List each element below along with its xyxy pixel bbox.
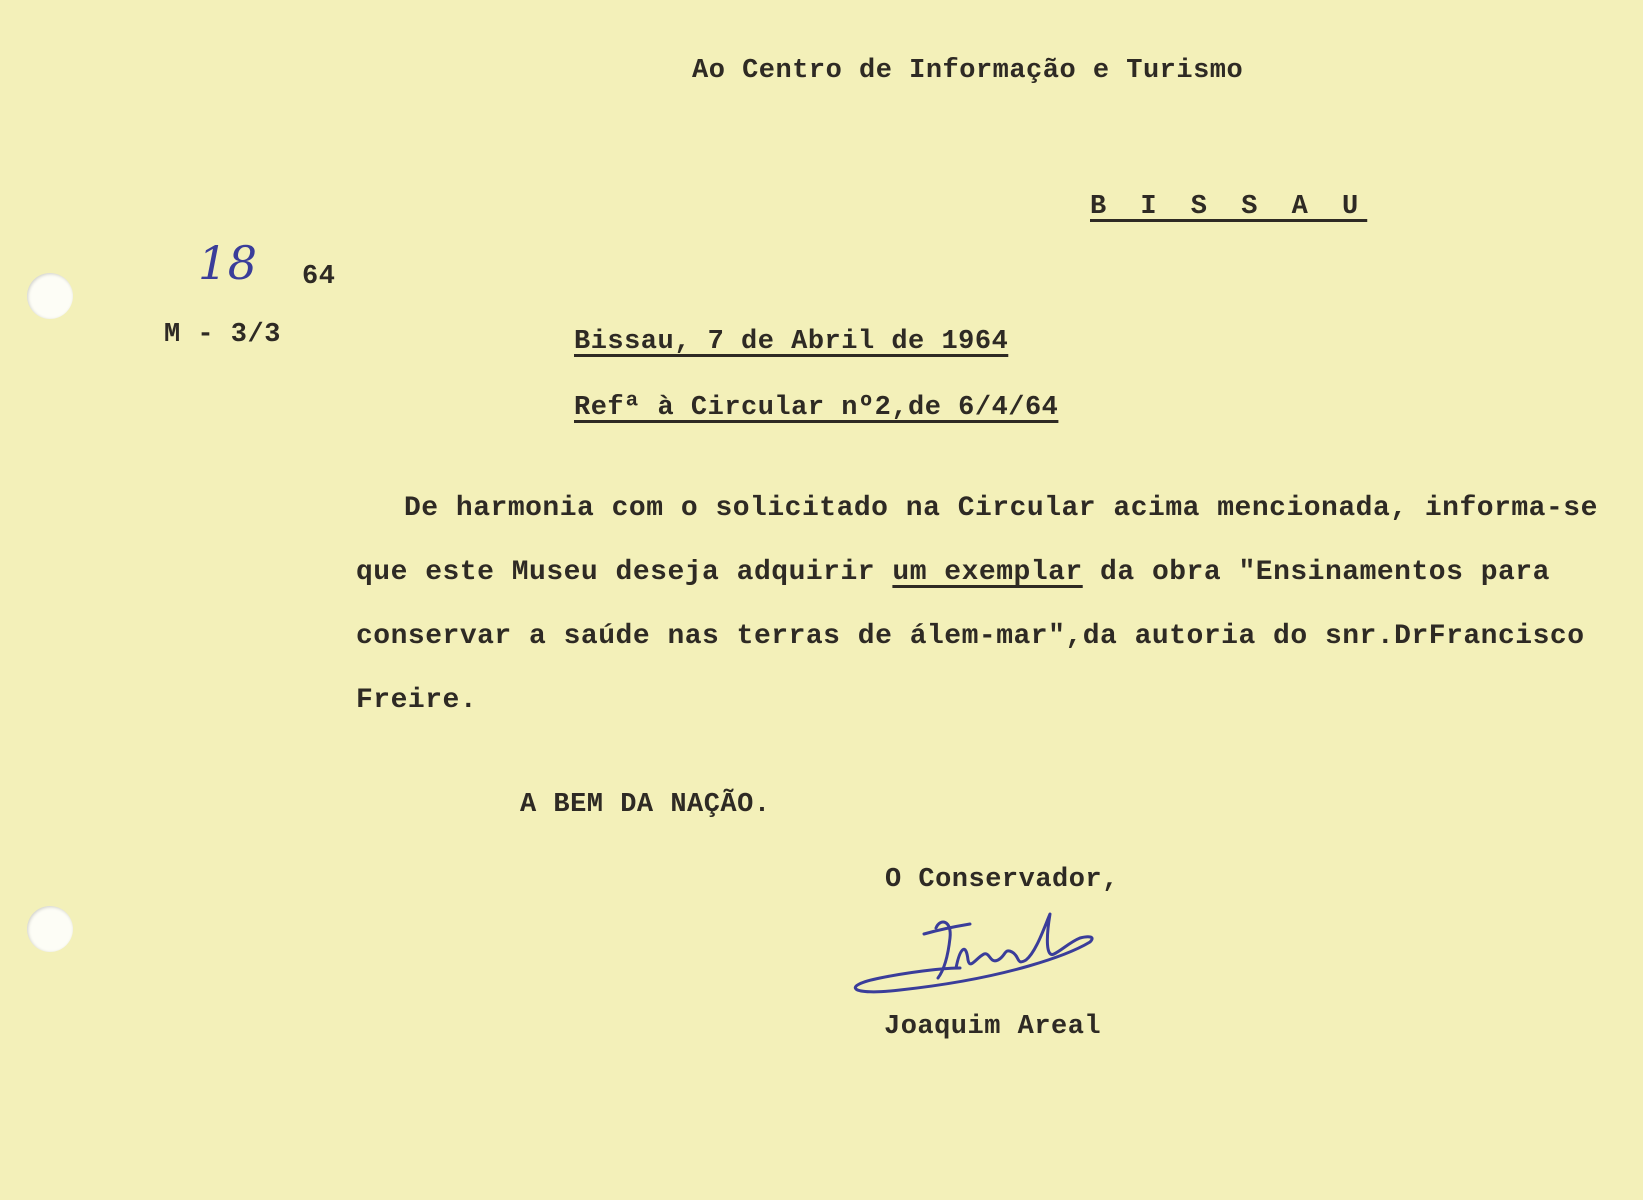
body-line-2 — [356, 557, 1550, 588]
signatory-title: O Conservador, — [885, 865, 1119, 895]
body-line-2-end: da obra "Ensinamentos para — [1082, 557, 1550, 588]
city-heading: B I S S A U — [1090, 192, 1368, 222]
reference-line: Refª à Circular nº2,de 6/4/64 — [574, 393, 1059, 423]
body-line-4: Freire. — [356, 685, 478, 716]
reference-code: M - 3/3 — [164, 320, 281, 350]
punch-hole-top — [27, 273, 73, 319]
closing-salutation: A BEM DA NAÇÃO. — [520, 790, 771, 820]
signatory-name: Joaquim Areal — [884, 1012, 1102, 1042]
body-line-2-start: que este Museu deseja adquirir — [356, 557, 893, 588]
body-line-1: De harmonia com o solicitado na Circular acima mencionada, informa-se — [404, 493, 1598, 524]
recipient-line: Ao Centro de Informação e Turismo — [692, 56, 1244, 86]
underlined-phrase: um exemplar — [892, 557, 1083, 588]
date-line: Bissau, 7 de Abril de 1964 — [574, 327, 1009, 357]
file-year: 64 — [302, 262, 336, 292]
handwritten-signature — [840, 908, 1140, 1018]
body-line-3: conservar a saúde nas terras de álem-mar",da autoria do snr.DrFrancisco — [356, 621, 1585, 652]
handwritten-file-number: 18 — [198, 236, 258, 290]
punch-hole-bottom — [27, 906, 73, 952]
